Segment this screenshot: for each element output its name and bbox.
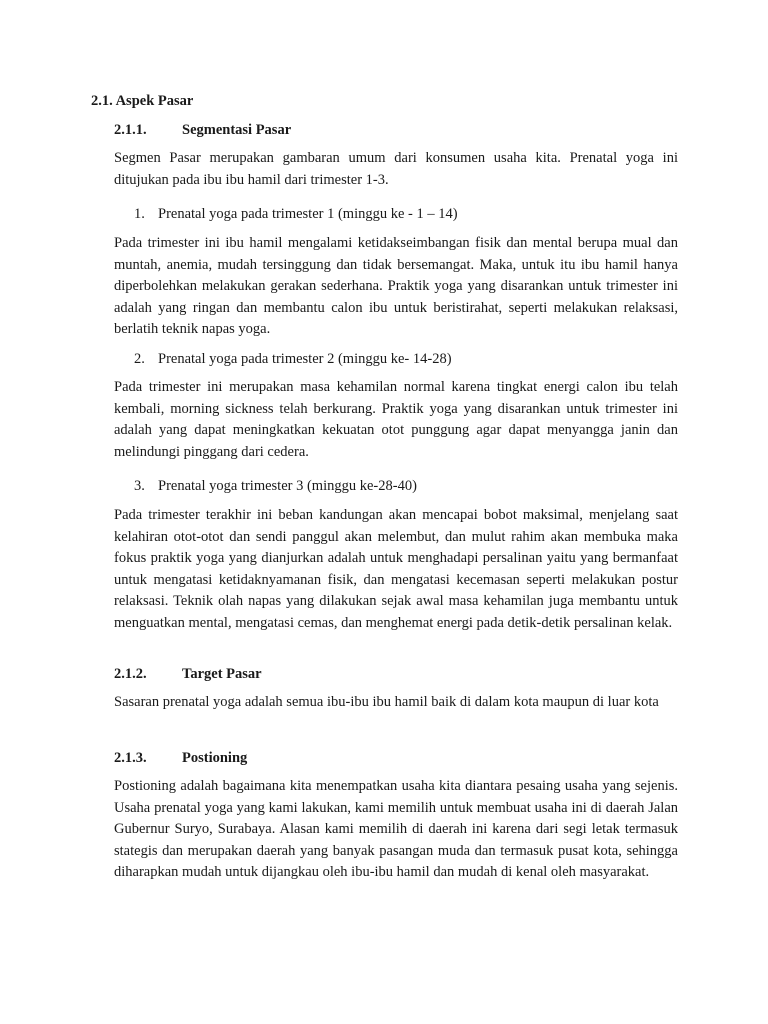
subsection-heading-target	[114, 666, 262, 683]
target-paragraph: Sasaran prenatal yoga adalah semua ibu-ibu ibu hamil baik di dalam kota maupun di luar kota	[114, 694, 659, 710]
list-item-number: 2.	[134, 351, 145, 367]
subsection-number: 2.1.2.	[114, 666, 147, 682]
section-heading: 2.1. Aspek Pasar	[91, 93, 194, 109]
list-item-number: 1.	[134, 206, 145, 222]
list-item-trimester-3	[134, 478, 417, 495]
positioning-paragraph: Postioning adalah bagaimana kita menempatkan usaha kita diantara pesaing usaha yang sejenis. Usaha prenatal yoga yang kami lakukan, kami memilih untuk membuat usaha ini di daerah Jalan Gubernur Suryo, Surabaya. Alasan kami memilih di daerah ini karena dari segi letak termasuk stategis dan merupakan daerah yang banyak pasangan muda dan termasuk pusat kota, sehingga diharapkan mudah untuk dijangkau oleh ibu-ibu hamil dan mudah di kenal oleh masyarakat.	[114, 778, 678, 880]
subsection-title: Target Pasar	[182, 666, 262, 682]
subsection-number: 2.1.1.	[114, 122, 147, 138]
subsection-title: Postioning	[182, 750, 248, 766]
list-item-trimester-2	[134, 351, 452, 368]
subsection-number: 2.1.3.	[114, 750, 147, 766]
trimester-3-paragraph: Pada trimester terakhir ini beban kandungan akan mencapai bobot maksimal, menjelang saat kelahiran otot-otot dan sendi panggul akan melembut, dan mulut rahim akan membuka maka fokus praktik yoga yang dianjurkan adalah untuk menghadapi persalinan yaitu yang bermanfaat untuk mengatasi ketidaknyamanan fisik, dan mengatasi kecemasan seperti melakukan postur relaksasi. Teknik olah napas yang dilakukan sejak awal masa kehamilan juga membantu untuk menguatkan mental, mengatasi cemas, dan menghemat energi pada detik-detik persalinan kelak.	[114, 507, 678, 631]
segmentasi-intro: Segmen Pasar merupakan gambaran umum dari konsumen usaha kita. Prenatal yoga ini ditujukan pada ibu ibu hamil dari trimester 1-3.	[114, 150, 678, 188]
list-item-title: Prenatal yoga pada trimester 1 (minggu ke - 1 – 14)	[158, 206, 458, 222]
trimester-2-paragraph: Pada trimester ini merupakan masa kehamilan normal karena tingkat energi calon ibu telah kembali, morning sickness telah berkurang. Praktik yoga yang disarankan untuk trimester ini adalah yang dapat meningkatkan kekuatan otot punggung agar dapat menyangga janin dan melindungi pinggang dari cedera.	[114, 379, 678, 460]
subsection-heading-segmentasi	[114, 122, 291, 139]
list-item-title: Prenatal yoga pada trimester 2 (minggu ke- 14-28)	[158, 351, 452, 367]
trimester-1-paragraph: Pada trimester ini ibu hamil mengalami ketidakseimbangan fisik dan mental berupa mual dan muntah, anemia, mudah tersinggung dan tidak bersemangat. Maka, untuk itu ibu hamil hanya diperbolehkan melakukan gerakan sederhana. Praktik yoga yang disarankan untuk trimester ini adalah yang ringan dan membantu calon ibu untuk beristirahat, seperti melakukan relaksasi, berlatih teknik napas yoga.	[114, 235, 678, 337]
subsection-heading-positioning	[114, 750, 247, 767]
list-item-title: Prenatal yoga trimester 3 (minggu ke-28-40)	[158, 478, 417, 494]
list-item-trimester-1	[134, 206, 458, 223]
list-item-number: 3.	[134, 478, 145, 494]
subsection-title: Segmentasi Pasar	[182, 122, 292, 138]
